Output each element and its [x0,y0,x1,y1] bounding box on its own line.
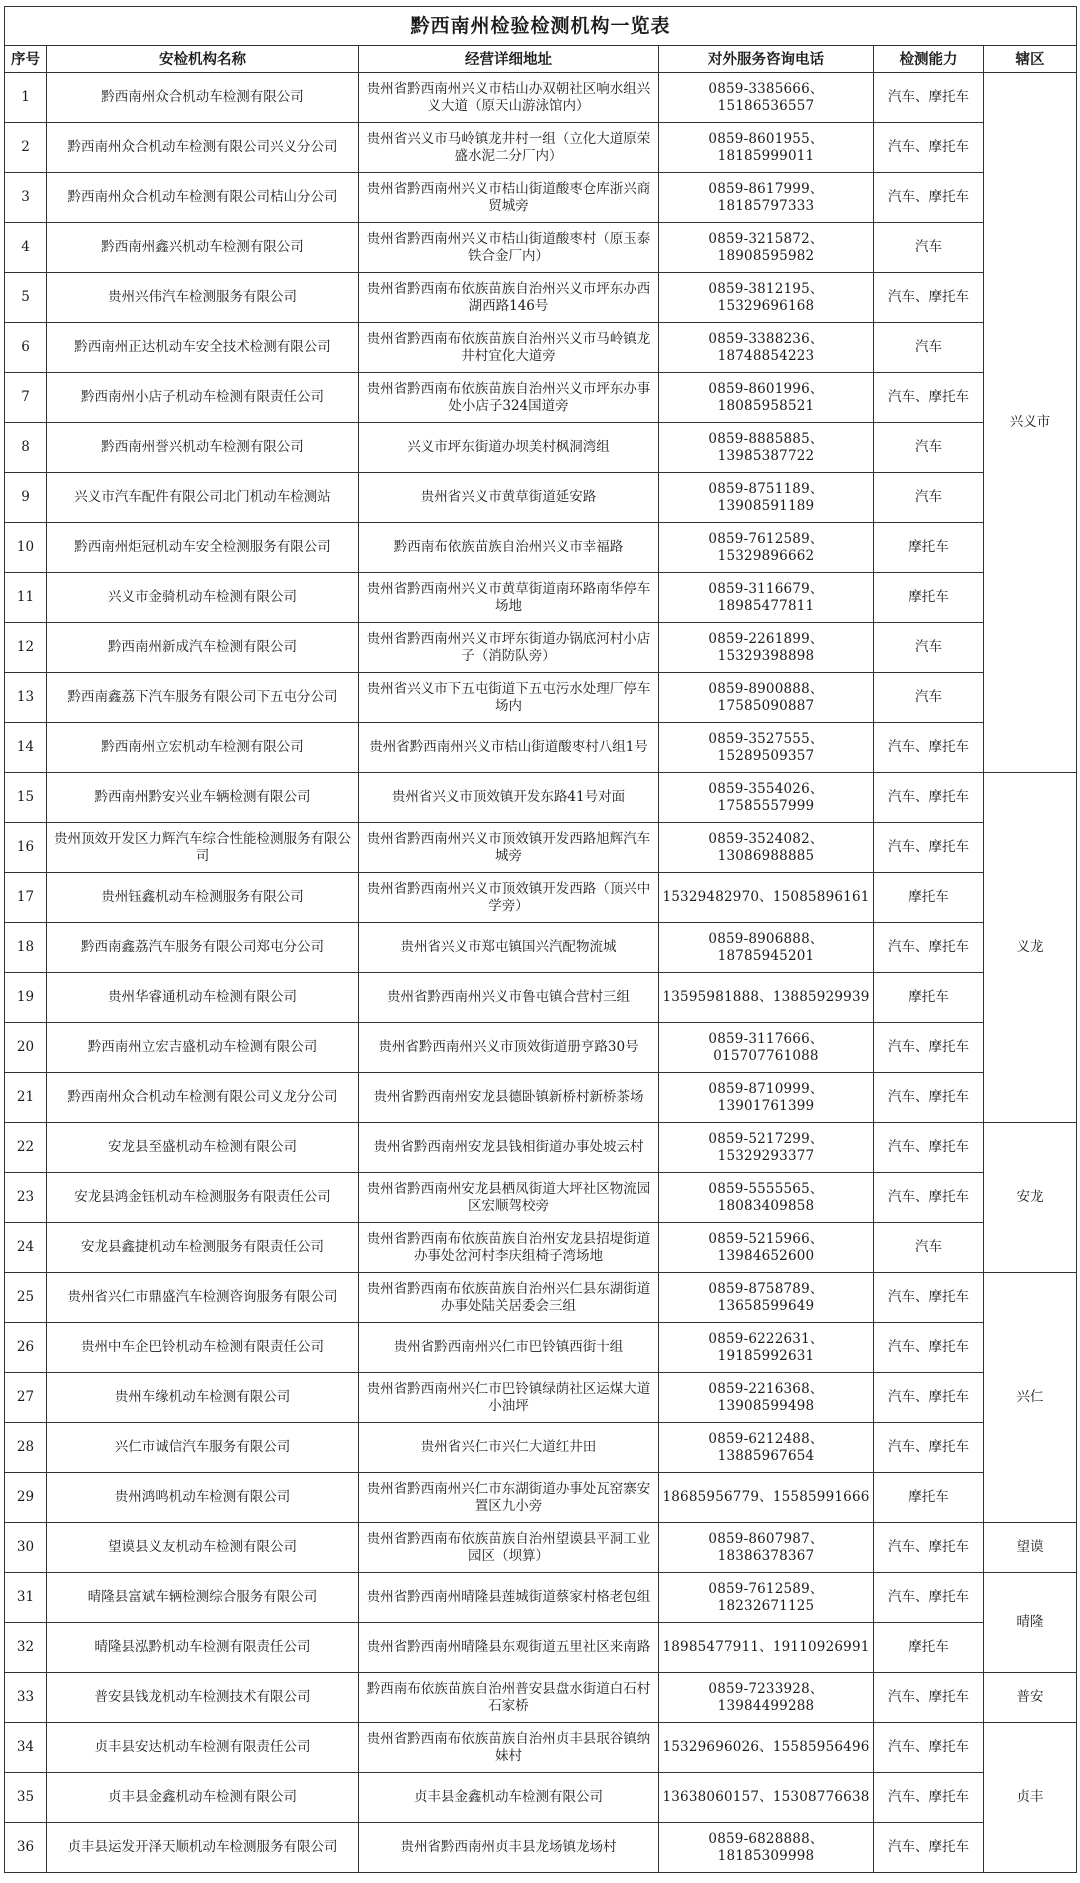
cell-agency-name: 黔西南州立宏吉盛机动车检测有限公司 [47,1023,359,1073]
cell-agency-name: 安龙县至盛机动车检测有限公司 [47,1123,359,1173]
cell-address: 贵州省黔西南州兴义市桔山街道酸枣仓库浙兴商贸城旁 [359,173,659,223]
cell-address: 贵州省黔西南州兴义市桔山街道酸枣村八组1号 [359,723,659,773]
table-row [5,1023,1077,1073]
cell-agency-name: 黔西南州众合机动车检测有限公司桔山分公司 [47,173,359,223]
cell-agency-name: 黔西南鑫荔汽车服务有限公司郑屯分公司 [47,923,359,973]
cell-no: 10 [5,523,47,573]
cell-address: 贵州省黔西南州安龙县栖凤街道大坪社区物流园区宏顺驾校旁 [359,1173,659,1223]
cell-capability: 汽车、摩托车 [874,73,984,123]
cell-phone: 0859-3215872、18908595982 [659,223,874,273]
table-row [5,573,1077,623]
table-row [5,823,1077,873]
cell-agency-name: 贵州中车企巴铃机动车检测有限责任公司 [47,1323,359,1373]
cell-address: 贵州省兴义市下五屯街道下五屯污水处理厂停车场内 [359,673,659,723]
cell-agency-name: 黔西南州黔安兴业车辆检测有限公司 [47,773,359,823]
cell-no: 31 [5,1573,47,1623]
table-row [5,1323,1077,1373]
title-row [5,7,1077,46]
cell-capability: 汽车、摩托车 [874,1073,984,1123]
cell-address: 贵州省黔西南州兴义市桔山街道酸枣村（原玉泰铁合金厂内） [359,223,659,273]
header-row [5,46,1077,73]
table-row [5,1223,1077,1273]
table-row [5,1823,1077,1873]
cell-address: 贵州省兴义市顶效镇开发东路41号对面 [359,773,659,823]
header-name: 安检机构名称 [47,46,359,73]
cell-capability: 汽车、摩托车 [874,1723,984,1773]
cell-no: 8 [5,423,47,473]
cell-no: 21 [5,1073,47,1123]
cell-capability: 汽车、摩托车 [874,373,984,423]
cell-capability: 汽车、摩托车 [874,1773,984,1823]
table-row [5,1523,1077,1573]
cell-phone: 0859-8751189、13908591189 [659,473,874,523]
cell-capability: 汽车、摩托车 [874,923,984,973]
cell-phone: 0859-8601955、18185999011 [659,123,874,173]
cell-phone: 0859-6222631、19185992631 [659,1323,874,1373]
cell-capability: 汽车 [874,473,984,523]
cell-agency-name: 贵州华睿通机动车检测有限公司 [47,973,359,1023]
cell-no: 15 [5,773,47,823]
cell-phone: 0859-3117666、015707761088 [659,1023,874,1073]
cell-no: 30 [5,1523,47,1573]
table-row [5,73,1077,123]
inspection-agency-table [4,6,1077,1873]
cell-address: 贵州省兴义市黄草街道延安路 [359,473,659,523]
table-body [5,7,1077,1873]
cell-district: 兴仁 [984,1273,1077,1523]
cell-capability: 汽车 [874,1223,984,1273]
table-row [5,1123,1077,1173]
cell-phone: 0859-3524082、13086988885 [659,823,874,873]
cell-capability: 摩托车 [874,1623,984,1673]
cell-address: 贵州省兴义市郑屯镇国兴汽配物流城 [359,923,659,973]
cell-agency-name: 黔西南州鑫兴机动车检测有限公司 [47,223,359,273]
table-row [5,423,1077,473]
cell-no: 33 [5,1673,47,1723]
cell-no: 25 [5,1273,47,1323]
cell-capability: 汽车、摩托车 [874,1273,984,1323]
cell-agency-name: 普安县钱龙机动车检测技术有限公司 [47,1673,359,1723]
cell-phone: 0859-8900888、17585090887 [659,673,874,723]
cell-capability: 摩托车 [874,873,984,923]
table-row [5,373,1077,423]
cell-phone: 0859-3554026、17585557999 [659,773,874,823]
cell-agency-name: 贵州钰鑫机动车检测服务有限公司 [47,873,359,923]
cell-phone: 0859-3812195、15329696168 [659,273,874,323]
table-row [5,473,1077,523]
cell-phone: 0859-8601996、18085958521 [659,373,874,423]
cell-address: 贵州省黔西南州安龙县德卧镇新桥村新桥茶场 [359,1073,659,1123]
cell-capability: 摩托车 [874,573,984,623]
cell-address: 贵州省黔西南布依族苗族自治州安龙县招堤街道办事处岔河村李庆组椅子湾场地 [359,1223,659,1273]
cell-capability: 汽车、摩托车 [874,273,984,323]
cell-address: 贵州省兴义市马岭镇龙井村一组（立化大道原荣盛水泥二分厂内） [359,123,659,173]
cell-no: 9 [5,473,47,523]
cell-address: 贵州省黔西南布依族苗族自治州贞丰县珉谷镇纳妹村 [359,1723,659,1773]
cell-capability: 汽车、摩托车 [874,1373,984,1423]
cell-no: 20 [5,1023,47,1073]
cell-no: 29 [5,1473,47,1523]
cell-agency-name: 黔西南州众合机动车检测有限公司义龙分公司 [47,1073,359,1123]
table-row [5,1173,1077,1223]
header-phone: 对外服务咨询电话 [659,46,874,73]
cell-no: 5 [5,273,47,323]
cell-no: 1 [5,73,47,123]
cell-agency-name: 贵州省兴仁市鼎盛汽车检测咨询服务有限公司 [47,1273,359,1323]
cell-phone: 0859-5217299、15329293377 [659,1123,874,1173]
table-row [5,623,1077,673]
cell-phone: 0859-3116679、18985477811 [659,573,874,623]
cell-address: 贵州省黔西南州兴义市顶效镇开发西路旭辉汽车城旁 [359,823,659,873]
header-address: 经营详细地址 [359,46,659,73]
cell-no: 35 [5,1773,47,1823]
cell-agency-name: 贵州车缘机动车检测有限公司 [47,1373,359,1423]
cell-capability: 汽车、摩托车 [874,1023,984,1073]
table-row [5,223,1077,273]
cell-phone: 0859-8617999、18185797333 [659,173,874,223]
table-row [5,1573,1077,1623]
header-district: 辖区 [984,46,1077,73]
cell-phone: 0859-3527555、15289509357 [659,723,874,773]
cell-address: 贵州省黔西南州安龙县钱相街道办事处坡云村 [359,1123,659,1173]
cell-no: 19 [5,973,47,1023]
cell-agency-name: 黔西南州正达机动车安全技术检测有限公司 [47,323,359,373]
cell-district: 兴义市 [984,73,1077,773]
cell-capability: 汽车、摩托车 [874,1423,984,1473]
cell-capability: 汽车 [874,223,984,273]
cell-address: 贵州省黔西南布依族苗族自治州兴义市坪东办事处小店子324国道旁 [359,373,659,423]
cell-phone: 0859-2216368、13908599498 [659,1373,874,1423]
cell-address: 贵州省黔西南州兴义市顶效镇开发西路（顶兴中学旁） [359,873,659,923]
cell-agency-name: 黔西南州众合机动车检测有限公司 [47,73,359,123]
cell-no: 28 [5,1423,47,1473]
cell-no: 12 [5,623,47,673]
cell-no: 23 [5,1173,47,1223]
cell-agency-name: 贞丰县运发开泽天顺机动车检测服务有限公司 [47,1823,359,1873]
cell-capability: 汽车、摩托车 [874,723,984,773]
cell-phone: 0859-2261899、15329398898 [659,623,874,673]
table-row [5,273,1077,323]
table-row [5,1273,1077,1323]
cell-agency-name: 安龙县鸿金钰机动车检测服务有限责任公司 [47,1173,359,1223]
cell-phone: 15329482970、15085896161 [659,873,874,923]
cell-agency-name: 贵州顶效开发区力辉汽车综合性能检测服务有限公司 [47,823,359,873]
cell-address: 贵州省黔西南州晴隆县莲城街道蔡家村格老包组 [359,1573,659,1623]
cell-capability: 汽车、摩托车 [874,1523,984,1573]
cell-no: 17 [5,873,47,923]
cell-agency-name: 贞丰县安达机动车检测有限责任公司 [47,1723,359,1773]
cell-phone: 0859-8906888、18785945201 [659,923,874,973]
cell-phone: 18685956779、15585991666 [659,1473,874,1523]
table-row [5,523,1077,573]
cell-phone: 0859-6212488、13885967654 [659,1423,874,1473]
cell-phone: 0859-3385666、15186536557 [659,73,874,123]
cell-address: 贵州省黔西南布依族苗族自治州兴义市马岭镇龙井村宜化大道旁 [359,323,659,373]
cell-capability: 汽车、摩托车 [874,1173,984,1223]
cell-address: 贵州省黔西南布依族苗族自治州兴仁县东湖街道办事处陆关居委会三组 [359,1273,659,1323]
table-row [5,173,1077,223]
cell-district: 望谟 [984,1523,1077,1573]
cell-address: 贵州省黔西南州兴义市坪东街道办锅底河村小店子（消防队旁） [359,623,659,673]
cell-phone: 0859-7612589、18232671125 [659,1573,874,1623]
table-row [5,1373,1077,1423]
cell-agency-name: 贵州鸿鸣机动车检测有限公司 [47,1473,359,1523]
cell-no: 2 [5,123,47,173]
cell-agency-name: 黔西南州小店子机动车检测有限责任公司 [47,373,359,423]
cell-agency-name: 晴隆县泓黔机动车检测有限责任公司 [47,1623,359,1673]
cell-address: 贵州省黔西南州兴义市鲁屯镇合营村三组 [359,973,659,1023]
table-row [5,1423,1077,1473]
cell-phone: 0859-5215966、13984652600 [659,1223,874,1273]
cell-no: 16 [5,823,47,873]
cell-address: 贵州省黔西南州兴义市黄草街道南环路南华停车场地 [359,573,659,623]
cell-agency-name: 黔西南州誉兴机动车检测有限公司 [47,423,359,473]
cell-address: 贵州省黔西南州兴仁市巴铃镇西街十组 [359,1323,659,1373]
cell-agency-name: 安龙县鑫捷机动车检测服务有限责任公司 [47,1223,359,1273]
cell-agency-name: 黔西南州炬冠机动车安全检测服务有限公司 [47,523,359,573]
cell-address: 贵州省黔西南州兴仁市东湖街道办事处瓦窑寨安置区九小旁 [359,1473,659,1523]
cell-address: 兴义市坪东街道办坝美村枫洞湾组 [359,423,659,473]
cell-capability: 汽车 [874,673,984,723]
cell-district: 义龙 [984,773,1077,1123]
table-row [5,123,1077,173]
table-row [5,1623,1077,1673]
cell-address: 贵州省黔西南州兴义市桔山办双朝社区响水组兴义大道（原天山游泳馆内） [359,73,659,123]
cell-no: 7 [5,373,47,423]
cell-agency-name: 兴仁市诚信汽车服务有限公司 [47,1423,359,1473]
cell-agency-name: 黔西南州新成汽车检测有限公司 [47,623,359,673]
cell-no: 6 [5,323,47,373]
table-row [5,1773,1077,1823]
cell-address: 黔西南布依族苗族自治州普安县盘水街道白石村石家桥 [359,1673,659,1723]
cell-no: 34 [5,1723,47,1773]
cell-capability: 摩托车 [874,973,984,1023]
cell-district: 安龙 [984,1123,1077,1273]
cell-address: 黔西南布依族苗族自治州兴义市幸福路 [359,523,659,573]
cell-phone: 18985477911、19110926991 [659,1623,874,1673]
cell-agency-name: 兴义市汽车配件有限公司北门机动车检测站 [47,473,359,523]
cell-phone: 0859-7233928、13984499288 [659,1673,874,1723]
cell-district: 普安 [984,1673,1077,1723]
cell-no: 32 [5,1623,47,1673]
cell-phone: 0859-8607987、18386378367 [659,1523,874,1573]
cell-capability: 汽车 [874,623,984,673]
table-row [5,973,1077,1023]
cell-address: 贵州省黔西南州兴仁市巴铃镇绿荫社区运煤大道小油坪 [359,1373,659,1423]
cell-phone: 0859-7612589、15329896662 [659,523,874,573]
cell-phone: 0859-8758789、13658599649 [659,1273,874,1323]
cell-agency-name: 兴义市金骑机动车检测有限公司 [47,573,359,623]
cell-capability: 汽车、摩托车 [874,173,984,223]
cell-capability: 汽车、摩托车 [874,123,984,173]
table-row [5,923,1077,973]
cell-address: 贵州省黔西南布依族苗族自治州望谟县平洞工业园区（坝算） [359,1523,659,1573]
cell-address: 贵州省黔西南州晴隆县东观街道五里社区来南路 [359,1623,659,1673]
cell-address: 贵州省兴仁市兴仁大道红井田 [359,1423,659,1473]
cell-phone: 0859-8710999、13901761399 [659,1073,874,1123]
cell-agency-name: 贞丰县金鑫机动车检测有限公司 [47,1773,359,1823]
cell-capability: 汽车、摩托车 [874,1673,984,1723]
cell-capability: 摩托车 [874,1473,984,1523]
cell-no: 24 [5,1223,47,1273]
cell-no: 36 [5,1823,47,1873]
cell-phone: 15329696026、15585956496 [659,1723,874,1773]
table-title: 黔西南州检验检测机构一览表 [5,7,1077,46]
table-row [5,723,1077,773]
cell-agency-name: 晴隆县富斌车辆检测综合服务有限公司 [47,1573,359,1623]
header-no: 序号 [5,46,47,73]
cell-phone: 0859-6828888、18185309998 [659,1823,874,1873]
cell-phone: 13595981888、13885929939 [659,973,874,1023]
cell-capability: 汽车 [874,323,984,373]
cell-no: 18 [5,923,47,973]
table-row [5,1073,1077,1123]
cell-capability: 汽车、摩托车 [874,823,984,873]
cell-capability: 汽车、摩托车 [874,1573,984,1623]
cell-address: 贵州省黔西南布依族苗族自治州兴义市坪东办西湖西路146号 [359,273,659,323]
table-row [5,1673,1077,1723]
cell-address: 贵州省黔西南州兴义市顶效街道册亨路30号 [359,1023,659,1073]
cell-phone: 0859-5555565、18083409858 [659,1173,874,1223]
table-row [5,873,1077,923]
cell-no: 22 [5,1123,47,1173]
table-row [5,773,1077,823]
cell-phone: 13638060157、15308776638 [659,1773,874,1823]
cell-no: 4 [5,223,47,273]
cell-phone: 0859-8885885、13985387722 [659,423,874,473]
cell-no: 27 [5,1373,47,1423]
cell-address: 贞丰县金鑫机动车检测有限公司 [359,1773,659,1823]
cell-agency-name: 黔西南州众合机动车检测有限公司兴义分公司 [47,123,359,173]
cell-capability: 汽车 [874,423,984,473]
cell-agency-name: 黔西南鑫荔下汽车服务有限公司下五屯分公司 [47,673,359,723]
cell-agency-name: 黔西南州立宏机动车检测有限公司 [47,723,359,773]
cell-district: 晴隆 [984,1573,1077,1673]
cell-no: 11 [5,573,47,623]
cell-agency-name: 望谟县义友机动车检测有限公司 [47,1523,359,1573]
cell-no: 14 [5,723,47,773]
cell-address: 贵州省黔西南州贞丰县龙场镇龙场村 [359,1823,659,1873]
cell-capability: 汽车、摩托车 [874,1323,984,1373]
cell-capability: 摩托车 [874,523,984,573]
cell-agency-name: 贵州兴伟汽车检测服务有限公司 [47,273,359,323]
table-row [5,1473,1077,1523]
cell-capability: 汽车、摩托车 [874,773,984,823]
cell-no: 3 [5,173,47,223]
cell-phone: 0859-3388236、18748854223 [659,323,874,373]
cell-district: 贞丰 [984,1723,1077,1873]
cell-capability: 汽车、摩托车 [874,1823,984,1873]
table-row [5,323,1077,373]
cell-no: 13 [5,673,47,723]
table-row [5,673,1077,723]
table-row [5,1723,1077,1773]
cell-capability: 汽车、摩托车 [874,1123,984,1173]
cell-no: 26 [5,1323,47,1373]
header-capability: 检测能力 [874,46,984,73]
